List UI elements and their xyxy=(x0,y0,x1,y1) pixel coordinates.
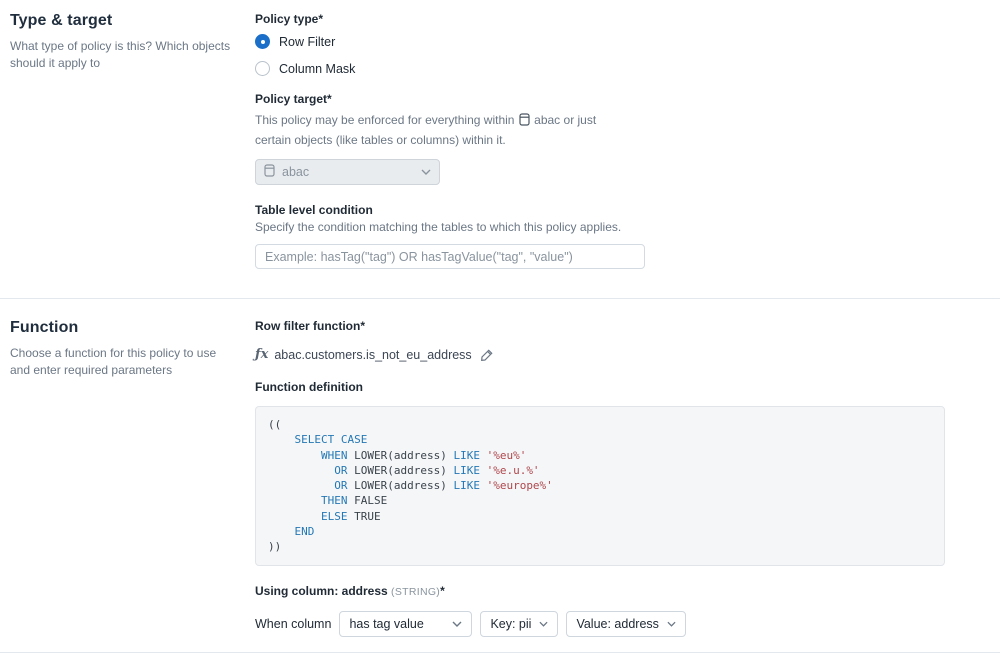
section-type-target-fields xyxy=(255,12,990,289)
function-definition-label: Function definition xyxy=(255,380,363,394)
policy-target-help-before: This policy may be enforced for everything within xyxy=(255,113,515,127)
using-column-text: Using column: address xyxy=(255,583,388,598)
row-filter-function-name: abac.customers.is_not_eu_address xyxy=(274,347,472,362)
policy-type-label: Policy type* xyxy=(255,12,324,26)
edit-pencil-icon[interactable] xyxy=(480,348,494,362)
row-filter-function-value-row xyxy=(255,347,990,362)
section-description-type-target: What type of policy is this? Which objects should it apply to xyxy=(10,39,231,71)
using-column-type: (STRING) xyxy=(391,585,441,598)
using-column-label xyxy=(255,584,990,598)
chevron-down-icon xyxy=(452,621,462,627)
section-function-intro xyxy=(10,319,255,652)
database-icon xyxy=(264,164,275,180)
policy-target-help-name: abac xyxy=(534,113,561,127)
policy-target-help xyxy=(255,111,613,149)
row-filter-function-label: Row filter function* xyxy=(255,319,365,333)
chevron-down-icon xyxy=(421,169,431,175)
policy-target-help-after: or just certain objects (like tables or columns) within it. xyxy=(255,113,597,147)
function-icon: ƒx xyxy=(255,347,269,362)
section-title-type-target: Type & target xyxy=(10,12,113,29)
database-icon xyxy=(519,113,530,131)
radio-option-row-filter[interactable] xyxy=(255,34,990,49)
tag-value-select[interactable] xyxy=(566,611,685,637)
tag-key-select[interactable] xyxy=(480,611,558,637)
section-description-function: Choose a function for this policy to use and enter required parameters xyxy=(10,346,217,378)
chevron-down-icon xyxy=(667,621,676,627)
radio-label: Row Filter xyxy=(279,34,336,49)
chevron-down-icon xyxy=(539,621,548,627)
section-type-target-intro xyxy=(10,12,255,289)
section-function xyxy=(0,299,1000,652)
when-column-row xyxy=(255,611,990,637)
when-column-label: When column xyxy=(255,616,332,631)
radio-icon[interactable] xyxy=(255,34,270,49)
condition-select-value: has tag value xyxy=(349,616,424,631)
required-asterisk: * xyxy=(440,583,445,598)
radio-option-column-mask[interactable] xyxy=(255,61,990,76)
table-level-condition-input[interactable] xyxy=(255,244,645,269)
section-title-function: Function xyxy=(10,319,79,336)
radio-icon[interactable] xyxy=(255,61,270,76)
policy-type-radio-group xyxy=(255,34,990,76)
policy-target-select-value: abac xyxy=(282,165,310,179)
condition-select[interactable] xyxy=(339,611,472,637)
policy-target-select[interactable] xyxy=(255,159,440,185)
section-function-fields xyxy=(255,319,990,652)
policy-target-label: Policy target* xyxy=(255,92,332,106)
table-level-condition-label: Table level condition xyxy=(255,203,373,217)
table-level-condition-help: Specify the condition matching the tables to which this policy applies. xyxy=(255,220,622,234)
radio-label: Column Mask xyxy=(279,61,356,76)
tag-key-select-value: Key: pii xyxy=(490,616,532,631)
section-type-target xyxy=(0,0,1000,289)
function-definition-code: (( SELECT CASE WHEN LOWER(address) LIKE '%eu%' OR LOWER(address) LIKE '%e.u.%' OR LOWER(address) LIKE '%europe%' THEN FALSE ELSE TRUE END )) xyxy=(255,406,945,566)
tag-value-select-value: Value: address xyxy=(576,616,659,631)
